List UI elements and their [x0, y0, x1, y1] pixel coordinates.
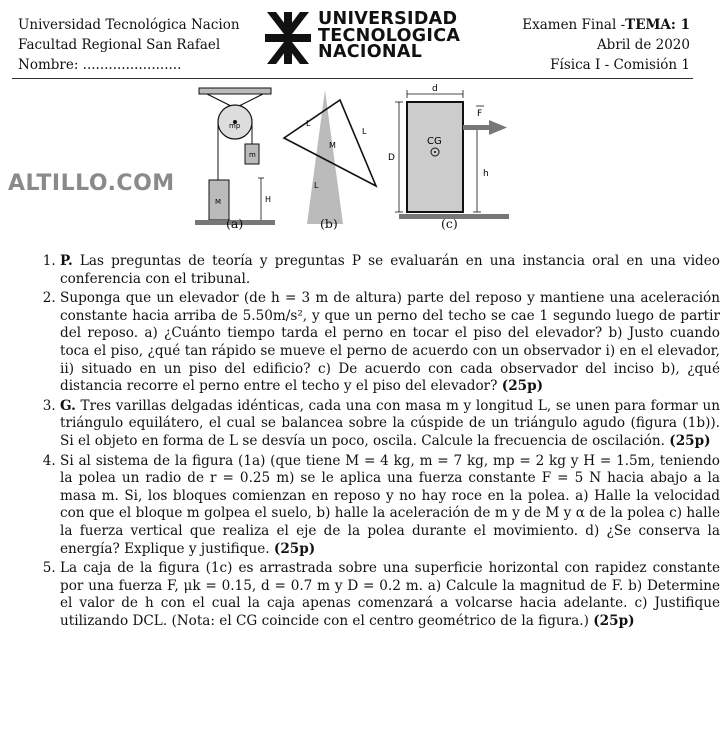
question-list	[34, 253, 720, 632]
figure-b-right-side-label: L	[362, 127, 367, 136]
course-name: Física I - Comisión 1	[550, 57, 690, 73]
question-text: Suponga que un elevador (de h = 3 m de altura) parte del reposo y mantiene una aceleración constante hacia arriba de 5.50m/s², y que un perno del techo se cae 1 segundo luego de partir del reposo. a) ¿Cuánto tiempo tarda el perno en tocar el piso del elevador? b) Justo cuando toca el piso, ¿qué tan rápido se mueve el perno de acuerdo con un observador i) en el elevador, ii) situado en un piso del edificio? c) De acuerdo con cada observador del inciso b), ¿qué distancia recorre el perno entre el techo y el piso del elevador?	[60, 290, 720, 395]
header-divider	[12, 78, 693, 79]
figure-a-M-label: M	[215, 198, 222, 206]
student-name-field: Nombre: .......................	[18, 57, 182, 73]
figure-c-h-label: h	[483, 169, 489, 179]
question-text: La caja de la figura (1c) es arrastrada sobre una superficie horizontal con rapidez constante por una fuerza F, μk = 0.15, d = 0.7 m y D = 0.2 m. a) Calcule la magnitud de F. b) Determine el valor de h con el cual la caja apenas comenzará a volcarse hacia adelante. c) Justifique utilizando DCL. (Nota: el CG coincide con el centro geométrico de la figura.)	[60, 560, 720, 629]
question-points: (25p)	[501, 378, 544, 395]
question-2	[60, 290, 720, 396]
question-text: Si al sistema de la figura (1a) (que tiene M = 4 kg, m = 7 kg, mp = 2 kg y H = 1.5m, teniendo la polea un radio de r = 0.25 m) se le aplica una fuerza constante F = 5 N hacia abajo a la masa m. Si, los bloques comienzan en reposo y no hay roce en la polea. a) Halle la velocidad con que el bloque m golpea el suelo, b) halle la aceleración de m y de M y α de la polea c) halle la fuerza vertical que realiza el eje de la polea durante el movimiento. d) ¿Se conserva la energía? Explique y justifique.	[60, 452, 720, 557]
logo-line-2: TECNOLOGICA	[318, 25, 461, 46]
question-5	[60, 560, 720, 630]
question-points: (25p)	[593, 612, 635, 629]
utn-logo-icon	[265, 12, 311, 64]
figure-c-d-label: d	[432, 84, 438, 94]
logo-line-3: NACIONAL	[318, 42, 423, 62]
question-lead: G.	[60, 397, 76, 414]
figure-c-force-label: F	[477, 109, 483, 119]
question-text: Tres varillas delgadas idénticas, cada una con masa m y longitud L, se unen para formar un triángulo equilátero, el cual se balancea sobre la cúspide de un triángulo agudo (figura (1b)). Si el objeto en forma de L se desvía un poco, oscila. Calcule la frecuencia de oscilación.	[60, 397, 720, 449]
question-3	[60, 398, 720, 451]
question-1	[60, 253, 720, 288]
figure-b-triangle-diagram	[280, 90, 380, 230]
watermark: ALTILLO.COM	[8, 171, 175, 196]
question-points: (25p)	[273, 540, 316, 557]
question-points: (25p)	[669, 432, 711, 449]
figure-b-bottom-label: L	[314, 181, 319, 190]
figure-c-D-label: D	[388, 153, 395, 163]
faculty-name: Facultad Regional San Rafael	[18, 37, 221, 53]
header-left	[18, 15, 248, 75]
header-right	[522, 15, 690, 75]
figure-a-caption: (a)	[226, 216, 244, 231]
question-lead: P.	[60, 253, 73, 269]
figure-a-m-label: m	[249, 151, 256, 159]
figure-b-caption: (b)	[320, 216, 338, 231]
figure-b-left-side-label: L	[306, 119, 311, 128]
exam-date: Abril de 2020	[596, 37, 690, 53]
logo-line-1: UNIVERSIDAD	[318, 9, 458, 29]
exam-prefix: Examen Final -	[522, 17, 626, 33]
figure-c-caption: (c)	[441, 216, 458, 231]
figure-a-H-label: H	[265, 195, 272, 204]
exam-header	[0, 0, 700, 80]
figure-c-box-diagram	[385, 84, 515, 234]
question-4	[60, 453, 720, 559]
figure-b-center-label: M	[329, 141, 336, 150]
figure-a-pulley-diagram	[195, 84, 275, 234]
figure-a-mp-label: mp	[229, 122, 241, 130]
logo-wordmark	[318, 11, 460, 61]
figure-c-cg-label: CG	[427, 136, 442, 147]
exam-title	[522, 15, 690, 35]
exam-tema: TEMA: 1	[625, 17, 690, 33]
university-name: Universidad Tecnológica Nacion	[18, 17, 240, 33]
figures-row	[0, 84, 700, 244]
question-text: Las preguntas de teoría y preguntas P se evaluarán en una instancia oral en una video conferencia con el tribunal.	[60, 253, 720, 287]
